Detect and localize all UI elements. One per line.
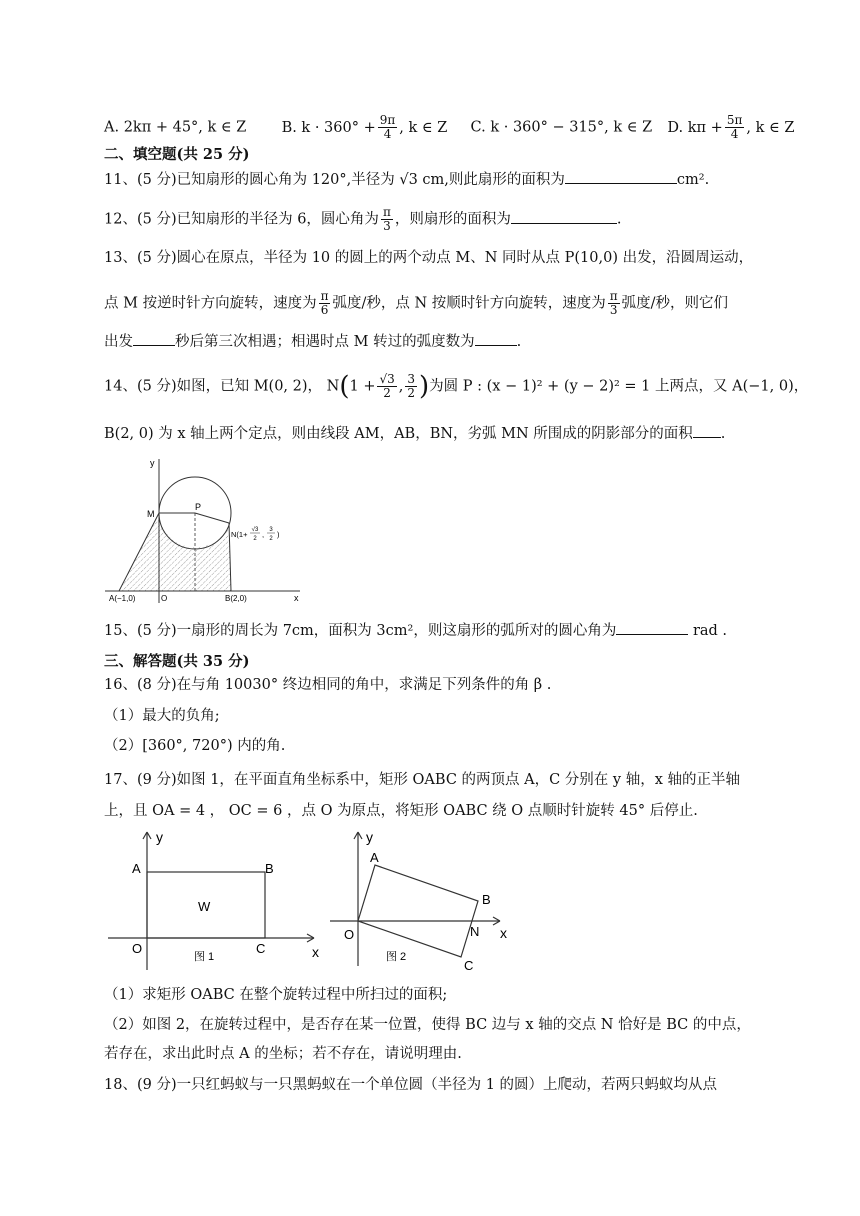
fig2-a-label: A (370, 850, 379, 865)
question-17-part-1: （1）求矩形 OABC 在整个旋转过程中所扫过的面积; (104, 987, 448, 1003)
option-b: B. k · 360° + $\frac{9\pi}{4}$ , k ∈ Z (281, 113, 448, 141)
fig14-n-frac1-den: 2 (253, 536, 257, 542)
question-18-line-1: 18、(9 分)一只红蚂蚁与一只黑蚂蚁在一个单位圆（半径为 1 的圆）上爬动，若两只蚂蚁均从点 (104, 1077, 718, 1093)
fig1-y-label: y (156, 829, 163, 845)
figure-2 (328, 826, 528, 974)
fig14-x-label: x (294, 593, 299, 603)
fig14-p-label: P (195, 502, 202, 512)
fig14-b-label: B(2,0) (225, 594, 247, 603)
fig1-caption: 图 1 (194, 951, 215, 963)
question-11: 11、(5 分)已知扇形的圆心角为 120°,半径为 √3 cm,则此扇形的面积为 cm². (104, 169, 709, 190)
fig1-b-label: B (265, 861, 274, 876)
fig14-n-label: N(1+ (231, 530, 248, 539)
fig2-x-label: x (500, 925, 507, 941)
fig14-a-label: A(−1,0) (109, 594, 136, 603)
fig14-n-frac1: √3 (251, 527, 259, 533)
segment-pn (195, 513, 229, 523)
fig1-w-label: W (198, 899, 211, 914)
fig2-rotated-rectangle (358, 865, 478, 957)
question-17-line-1: 17、(9 分)如图 1，在平面直角坐标系中，矩形 OABC 的两顶点 A，C 分别在 y 轴，x 轴的正半轴 (104, 772, 741, 788)
question-12: 12、(5 分)已知扇形的半径为 6，圆心角为 $\frac{\pi}{3}$ ，则扇形的面积为 . (104, 205, 622, 233)
fig14-m-label: M (147, 509, 155, 519)
question-14-line-2: B(2, 0) 为 x 轴上两个定点，则由线段 AM，AB，BN，劣弧 MN 所围成的阴影部分的面积 . (104, 423, 725, 444)
fig14-y-label: y (150, 458, 155, 468)
question-13-line-2: 点 M 按逆时针方向旋转，速度为 $\frac{\pi}{6}$ 弧度/秒，点 N 按顺时针方向旋转，速度为 $\frac{\pi}{3}$ 弧度/秒，则它们 (104, 289, 729, 317)
fig1-o-label: O (132, 941, 143, 956)
question-14-line-1: 14、(5 分)如图，已知 M(0, 2)， N(1 + $\frac{√3}{2}$ , $\frac{3}{2}$ )为圆 P : (x − 1)² + (y − 2)² = 1 上两点，又 A(−1, 0)， (104, 371, 809, 402)
figure-1 (106, 826, 328, 974)
shaded-region (119, 513, 231, 591)
fig2-c-label: C (464, 958, 474, 973)
fig14-n-end: ) (277, 530, 280, 539)
section-heading-answers: 三、解答题(共 35 分) (104, 653, 250, 670)
fig2-b-label: B (482, 892, 491, 907)
question-17-line-2: 上，且 OA = 4 ， OC = 6 ，点 O 为原点，将矩形 OABC 绕 O 点顺时针旋转 45° 后停止. (104, 803, 698, 819)
fig2-caption: 图 2 (386, 951, 407, 963)
figure-q14 (105, 455, 310, 605)
option-d: D. kπ + $\frac{5\pi}{4}$ , k ∈ Z (667, 113, 795, 141)
option-c: C. k · 360° − 315°, k ∈ Z (470, 119, 653, 136)
fig2-o-label: O (344, 927, 355, 942)
fig14-o-label: O (161, 594, 168, 603)
question-16-part-1: （1）最大的负角; (104, 708, 220, 724)
question-16-part-2: （2）[360°, 720°) 内的角. (104, 738, 286, 754)
question-17-part-2a: （2）如图 2，在旋转过程中，是否存在某一位置，使得 BC 边与 x 轴的交点 N 恰好是 BC 的中点， (104, 1017, 751, 1033)
fig1-x-label: x (312, 944, 319, 960)
question-15: 15、(5 分)一扇形的周长为 7cm，面积为 3cm²，则这扇形的弧所对的圆心角为 rad . (104, 620, 727, 641)
fig14-n-sep: , (262, 530, 265, 539)
option-a: A. 2kπ + 45°, k ∈ Z (104, 119, 247, 136)
fig2-y-label: y (366, 829, 373, 845)
fig14-n-frac2-den: 2 (269, 536, 273, 542)
question-16-stem: 16、(8 分)在与角 10030° 终边相同的角中，求满足下列条件的角 β . (104, 677, 552, 693)
question-13-line-1: 13、(5 分)圆心在原点，半径为 10 的圆上的两个动点 M、N 同时从点 P(10,0) 出发，沿圆周运动， (104, 250, 754, 266)
question-17-part-2b: 若存在，求出此时点 A 的坐标；若不存在，请说明理由. (104, 1046, 462, 1062)
section-heading-fill-in: 二、填空题(共 25 分) (104, 146, 250, 163)
fig14-n-frac2: 3 (269, 527, 273, 533)
fig1-a-label: A (132, 861, 141, 876)
fig2-n-label: N (470, 924, 480, 939)
fig1-c-label: C (256, 941, 266, 956)
question-13-line-3: 出发 秒后第三次相遇；相遇时点 M 转过的弧度数为 . (104, 331, 521, 352)
options-line (104, 114, 794, 141)
